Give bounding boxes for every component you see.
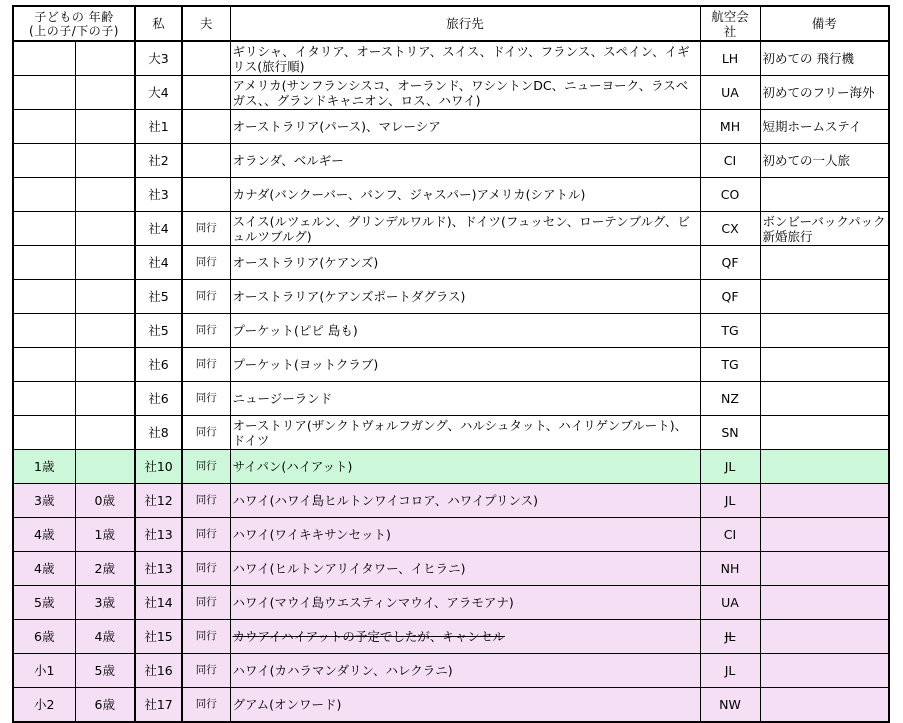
cell-younger-child-age[interactable] xyxy=(75,41,135,76)
cell-airline[interactable]: SN xyxy=(700,416,760,450)
table-row xyxy=(13,586,889,620)
cell-younger-child-age[interactable] xyxy=(75,348,135,382)
cell-airline[interactable]: TG xyxy=(700,314,760,348)
cell-notes[interactable] xyxy=(760,484,889,518)
cell-husband[interactable] xyxy=(182,144,230,178)
cell-younger-child-age[interactable]: 5歳 xyxy=(75,654,135,688)
cell-destination[interactable]: サイパン(ハイアット) xyxy=(230,450,700,484)
cell-destination[interactable]: オランダ、ベルギー xyxy=(230,144,700,178)
cell-husband[interactable] xyxy=(182,76,230,110)
cell-notes[interactable] xyxy=(760,654,889,688)
cell-husband[interactable]: 同行 xyxy=(182,654,230,688)
table-row xyxy=(13,484,889,518)
cell-husband[interactable]: 同行 xyxy=(182,382,230,416)
cell-older-child-age[interactable] xyxy=(13,41,75,76)
cell-airline[interactable]: JL xyxy=(700,654,760,688)
header-child-age[interactable] xyxy=(13,6,135,41)
cell-airline[interactable]: NW xyxy=(700,688,760,723)
table-row xyxy=(13,314,889,348)
cell-husband[interactable]: 同行 xyxy=(182,552,230,586)
cell-younger-child-age[interactable] xyxy=(75,110,135,144)
cell-airline[interactable]: MH xyxy=(700,110,760,144)
cell-notes[interactable]: 初めてのフリー海外 xyxy=(760,76,889,110)
header-airline-line2: 社 xyxy=(723,23,737,39)
cell-destination[interactable]: ハワイ(ワイキキサンセット) xyxy=(230,518,700,552)
cell-older-child-age[interactable]: 3歳 xyxy=(13,484,75,518)
table-row xyxy=(13,688,889,723)
cell-destination[interactable]: ハワイ(カハラマンダリン、ハレクラニ) xyxy=(230,654,700,688)
cell-husband[interactable]: 同行 xyxy=(182,212,230,246)
table-row xyxy=(13,280,889,314)
cell-destination[interactable]: ギリシャ、イタリア、オーストリア、スイス、ドイツ、フランス、スペイン、イギリス(旅行順) xyxy=(230,41,700,76)
header-notes[interactable]: 備考 xyxy=(760,6,889,41)
cell-notes[interactable]: 短期ホームステイ xyxy=(760,110,889,144)
cell-younger-child-age[interactable] xyxy=(75,246,135,280)
cell-notes[interactable] xyxy=(760,178,889,212)
cell-my-status[interactable]: 社13 xyxy=(135,552,182,586)
table-row xyxy=(13,246,889,280)
cell-notes[interactable]: 初めての一人旅 xyxy=(760,144,889,178)
cell-airline[interactable]: QF xyxy=(700,246,760,280)
cell-notes[interactable] xyxy=(760,314,889,348)
cell-younger-child-age[interactable] xyxy=(75,280,135,314)
cell-destination[interactable]: スイス(ルツェルン、グリンデルワルド)、ドイツ(フュッセン、ローテンブルグ、ビュルツブルグ) xyxy=(230,212,700,246)
cell-younger-child-age[interactable] xyxy=(75,144,135,178)
cell-older-child-age[interactable] xyxy=(13,314,75,348)
cell-my-status[interactable]: 大3 xyxy=(135,41,182,76)
table-row xyxy=(13,382,889,416)
header-child-age-line1: 子どもの 年齢 xyxy=(34,9,114,24)
cell-older-child-age[interactable] xyxy=(13,382,75,416)
cell-husband[interactable]: 同行 xyxy=(182,620,230,654)
cell-destination[interactable]: カナダ(バンクーバー、バンフ、ジャスパー)アメリカ(シアトル) xyxy=(230,178,700,212)
cell-younger-child-age[interactable]: 1歳 xyxy=(75,518,135,552)
cell-younger-child-age[interactable]: 0歳 xyxy=(75,484,135,518)
cell-airline[interactable]: CX xyxy=(700,212,760,246)
cell-husband[interactable] xyxy=(182,178,230,212)
cell-airline[interactable]: NZ xyxy=(700,382,760,416)
cell-my-status[interactable]: 社16 xyxy=(135,654,182,688)
cell-my-status[interactable]: 社2 xyxy=(135,144,182,178)
table-row xyxy=(13,348,889,382)
cell-older-child-age[interactable] xyxy=(13,110,75,144)
header-airline-line1: 航空会 xyxy=(711,8,749,24)
cell-my-status[interactable]: 社14 xyxy=(135,586,182,620)
cell-my-status[interactable]: 社17 xyxy=(135,688,182,723)
cell-husband[interactable]: 同行 xyxy=(182,688,230,723)
cell-husband[interactable] xyxy=(182,110,230,144)
cell-older-child-age[interactable] xyxy=(13,348,75,382)
cell-husband[interactable]: 同行 xyxy=(182,450,230,484)
table-row xyxy=(13,620,889,654)
cell-my-status[interactable]: 大4 xyxy=(135,76,182,110)
cell-older-child-age[interactable]: 小1 xyxy=(13,654,75,688)
cell-airline[interactable]: CI xyxy=(700,144,760,178)
cell-my-status[interactable]: 社8 xyxy=(135,416,182,450)
header-row xyxy=(13,6,889,41)
cell-notes[interactable] xyxy=(760,552,889,586)
cell-destination[interactable]: ハワイ(マウイ島ウエスティンマウイ、アラモアナ) xyxy=(230,586,700,620)
cell-younger-child-age[interactable] xyxy=(75,382,135,416)
header-me[interactable]: 私 xyxy=(135,6,182,41)
cell-my-status[interactable]: 社6 xyxy=(135,348,182,382)
cell-destination[interactable]: アメリカ(サンフランシスコ、オーランド、ワシントンDC、ニューヨーク、ラスベガス、、グランドキャニオン、ロス、ハワイ) xyxy=(230,76,700,110)
cell-airline[interactable]: QF xyxy=(700,280,760,314)
cell-destination[interactable]: プーケット(ヨットクラブ) xyxy=(230,348,700,382)
cell-younger-child-age[interactable]: 6歳 xyxy=(75,688,135,723)
table-row xyxy=(13,518,889,552)
cell-notes[interactable]: 初めての 飛行機 xyxy=(760,41,889,76)
cell-destination[interactable]: オーストリア(ザンクトヴォルフガング、ハルシュタット、ハイリゲンブルート)、ドイツ xyxy=(230,416,700,450)
cell-airline[interactable]: TG xyxy=(700,348,760,382)
table-row xyxy=(13,654,889,688)
cell-destination[interactable]: オーストラリア(ケアンズポートダグラス) xyxy=(230,280,700,314)
table-row xyxy=(13,552,889,586)
cell-younger-child-age[interactable]: 2歳 xyxy=(75,552,135,586)
table-row xyxy=(13,178,889,212)
cell-notes[interactable] xyxy=(760,620,889,654)
cell-notes[interactable] xyxy=(760,518,889,552)
cell-destination[interactable]: ニュージーランド xyxy=(230,382,700,416)
cell-younger-child-age[interactable] xyxy=(75,416,135,450)
table-row xyxy=(13,416,889,450)
cell-my-status[interactable]: 社5 xyxy=(135,280,182,314)
cell-airline[interactable]: JL xyxy=(700,620,760,654)
cell-husband[interactable]: 同行 xyxy=(182,314,230,348)
cell-destination[interactable]: プーケット(ピピ 島も) xyxy=(230,314,700,348)
cell-notes[interactable]: ボンビーバックパック新婚旅行 xyxy=(760,212,889,246)
cell-my-status[interactable]: 社15 xyxy=(135,620,182,654)
header-destination[interactable]: 旅行先 xyxy=(230,6,700,41)
cell-airline[interactable]: CO xyxy=(700,178,760,212)
cell-destination[interactable]: ハワイ(ヒルトンアリイタワー、イヒラニ) xyxy=(230,552,700,586)
cell-older-child-age[interactable] xyxy=(13,144,75,178)
cell-older-child-age[interactable]: 1歳 xyxy=(13,450,75,484)
cell-my-status[interactable]: 社6 xyxy=(135,382,182,416)
table-row xyxy=(13,76,889,110)
cell-notes[interactable] xyxy=(760,586,889,620)
cell-older-child-age[interactable] xyxy=(13,76,75,110)
cell-older-child-age[interactable]: 4歳 xyxy=(13,518,75,552)
table-row xyxy=(13,212,889,246)
cell-my-status[interactable]: 社10 xyxy=(135,450,182,484)
cell-my-status[interactable]: 社3 xyxy=(135,178,182,212)
table-row xyxy=(13,144,889,178)
cell-younger-child-age[interactable]: 3歳 xyxy=(75,586,135,620)
cell-notes[interactable] xyxy=(760,348,889,382)
header-airline[interactable] xyxy=(700,6,760,41)
cell-notes[interactable] xyxy=(760,246,889,280)
table-row xyxy=(13,450,889,484)
cell-airline[interactable]: NH xyxy=(700,552,760,586)
cell-husband[interactable]: 同行 xyxy=(182,348,230,382)
cell-my-status[interactable]: 社4 xyxy=(135,212,182,246)
travel-history-table xyxy=(12,5,890,723)
cell-husband[interactable]: 同行 xyxy=(182,246,230,280)
cell-husband[interactable]: 同行 xyxy=(182,416,230,450)
cell-husband[interactable]: 同行 xyxy=(182,518,230,552)
cell-older-child-age[interactable]: 小2 xyxy=(13,688,75,723)
cell-notes[interactable] xyxy=(760,416,889,450)
cell-younger-child-age[interactable] xyxy=(75,212,135,246)
cell-destination[interactable]: グアム(オンワード) xyxy=(230,688,700,723)
cell-my-status[interactable]: 社5 xyxy=(135,314,182,348)
cell-my-status[interactable]: 社12 xyxy=(135,484,182,518)
cell-my-status[interactable]: 社4 xyxy=(135,246,182,280)
cell-airline[interactable]: LH xyxy=(700,41,760,76)
cell-husband[interactable]: 同行 xyxy=(182,586,230,620)
cell-older-child-age[interactable]: 4歳 xyxy=(13,552,75,586)
cell-my-status[interactable]: 社1 xyxy=(135,110,182,144)
cell-younger-child-age[interactable]: 4歳 xyxy=(75,620,135,654)
cell-older-child-age[interactable] xyxy=(13,212,75,246)
cell-destination[interactable]: カウアイハイアットの予定でしたが、キャンセル xyxy=(230,620,700,654)
cell-husband[interactable]: 同行 xyxy=(182,484,230,518)
cell-older-child-age[interactable]: 5歳 xyxy=(13,586,75,620)
cell-husband[interactable] xyxy=(182,41,230,76)
cell-older-child-age[interactable] xyxy=(13,178,75,212)
table-row xyxy=(13,41,889,76)
cell-older-child-age[interactable] xyxy=(13,280,75,314)
cell-notes[interactable] xyxy=(760,382,889,416)
cell-notes[interactable] xyxy=(760,688,889,723)
cell-notes[interactable] xyxy=(760,280,889,314)
header-child-age-line2: (上の子/下の子) xyxy=(29,23,119,38)
cell-airline[interactable]: UA xyxy=(700,586,760,620)
cell-destination[interactable]: ハワイ(ハワイ島ヒルトンワイコロア、ハワイプリンス) xyxy=(230,484,700,518)
cell-destination[interactable]: オーストラリア(パース)、マレーシア xyxy=(230,110,700,144)
cell-destination[interactable]: オーストラリア(ケアンズ) xyxy=(230,246,700,280)
cell-younger-child-age[interactable] xyxy=(75,178,135,212)
cell-older-child-age[interactable] xyxy=(13,246,75,280)
cell-airline[interactable]: JL xyxy=(700,450,760,484)
table-row xyxy=(13,110,889,144)
cell-younger-child-age[interactable] xyxy=(75,450,135,484)
cell-older-child-age[interactable]: 6歳 xyxy=(13,620,75,654)
table-body xyxy=(13,41,889,722)
cell-younger-child-age[interactable] xyxy=(75,76,135,110)
cell-airline[interactable]: JL xyxy=(700,484,760,518)
header-husband[interactable]: 夫 xyxy=(182,6,230,41)
cell-younger-child-age[interactable] xyxy=(75,314,135,348)
cell-older-child-age[interactable] xyxy=(13,416,75,450)
cell-notes[interactable] xyxy=(760,450,889,484)
cell-airline[interactable]: CI xyxy=(700,518,760,552)
cell-my-status[interactable]: 社13 xyxy=(135,518,182,552)
cell-airline[interactable]: UA xyxy=(700,76,760,110)
cell-husband[interactable]: 同行 xyxy=(182,280,230,314)
